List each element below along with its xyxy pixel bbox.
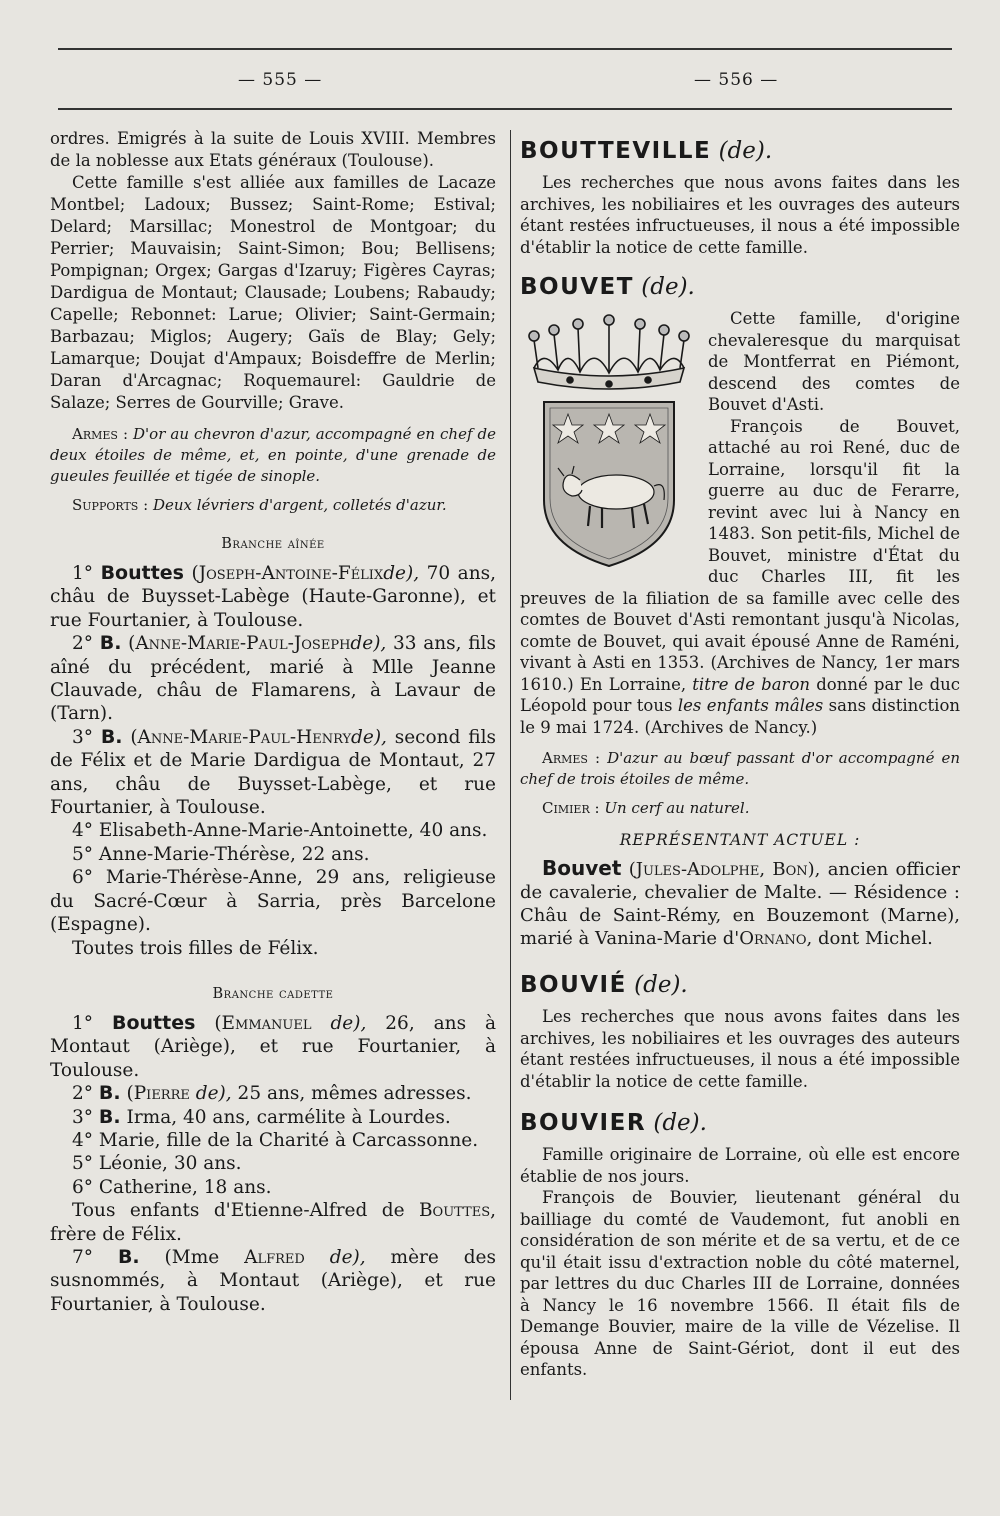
ainee-entry-3 — [50, 726, 496, 820]
entry-details: second fils de Félix et de Marie Dardigua de Montaut, 27 ans, châu de Buysset-Labège, et rue Fourtanier, à Toulouse. — [50, 726, 496, 819]
family-particle: (de). — [718, 138, 773, 164]
heading-bouvier — [520, 1110, 960, 1136]
note-text: Tous enfants d'Etienne-Alfred de — [72, 1200, 405, 1222]
entry-forenames: (Jules-Adolphe, Bon), — [628, 859, 821, 880]
entry-details: Irma, 40 ans, carmélite à Lourdes. — [126, 1106, 451, 1128]
ainee-entry-4: 4° Elisabeth-Anne-Marie-Antoinette, 40 ans. — [72, 820, 488, 842]
entry-details: ancien officier de cavalerie, chevalier de Malte. — Résidence : Châu de Saint-Rémy, en Bouzemont (Marne), marié à Vanina-Marie d' — [520, 859, 960, 949]
armes-label: Armes : — [72, 425, 129, 443]
bouvet-armes — [520, 748, 960, 790]
family-name: BOUTTEVILLE — [520, 138, 712, 164]
representant-heading: REPRÉSENTANT ACTUEL : — [619, 831, 861, 849]
entry-name: Bouvet — [542, 856, 622, 880]
entry-name: B. — [117, 1245, 140, 1268]
bouvier-origin: Famille originaire de Lorraine, où elle est encore établie de nos jours. — [520, 1145, 960, 1186]
family-name: BOUVIÉ — [520, 972, 627, 998]
armes-text: D'azur au bœuf passant d'or accompagné en chef de trois étoiles de même. — [520, 749, 960, 788]
ainee-entry-6: 6° Marie-Thérèse-Anne, 29 ans, religieuse du Sacré-Cœur à Sarria, près Barcelone (Espagne). — [50, 867, 496, 936]
family-particle: (de). — [634, 972, 688, 998]
entry-forenames: (Emmanuel — [214, 1012, 312, 1034]
ainee-entry-2 — [50, 632, 496, 726]
entry-particle: de), — [195, 1083, 232, 1105]
entry-forenames: (Joseph-Antoine-Félix — [191, 563, 384, 584]
page-number-left: — 555 — — [238, 70, 323, 90]
cadette-entry-2 — [50, 1082, 496, 1105]
entry-forenames: (Anne-Marie-Paul-Joseph — [128, 633, 351, 655]
bouvet-coat-of-arms — [520, 310, 698, 572]
entry-details: 70 ans, châu de Buysset-Labège (Haute-Garonne), et rue Fourtanier, à Toulouse. — [50, 563, 496, 631]
entry-number: 1° — [72, 563, 94, 584]
entry-forenames: Alfred — [244, 1246, 305, 1268]
entry-name: Bouttes — [100, 562, 184, 584]
entry-name: B. — [100, 725, 123, 748]
entry-name: B. — [98, 1105, 121, 1128]
supports-text: Deux lévriers d'argent, colletés d'azur. — [152, 496, 447, 514]
cadette-entry-4: 4° Marie, fille de la Charité à Carcassonne. — [72, 1129, 479, 1151]
bouvet-history-text-3: sans distinction le 9 mai 1724. (Archives de Nancy.) — [520, 696, 960, 737]
supports-label: Supports : — [72, 496, 149, 514]
entry-particle: de), — [350, 633, 387, 655]
cadette-note — [50, 1199, 496, 1246]
left-supports — [50, 495, 496, 516]
branche-ainee-heading: Branche aînée — [221, 536, 325, 552]
cadette-entry-6: 6° Catherine, 18 ans. — [72, 1176, 272, 1198]
entry-name: B. — [98, 1082, 121, 1105]
bouvet-history-text: François de Bouvet, attaché au roi René, duc de Lorraine, lorsqu'il fit la guerre au duc de Ferarre, revint avec lui à Nancy en 1483. Son petit-fils, Michel de Bouvet, ministre d'État du duc Charles III, fit les preuves de la filiation de sa famille avec celle des comtes de Bouvet d'Asti remontant jusqu'à Nicolas, comte de Bouvet, qui avait épousé Anne de Raméni, vivant à Asti en 1353. (Archives de Nancy, 1er mars 1610.) En Lorraine, — [520, 416, 960, 694]
left-column — [50, 128, 496, 1408]
armes-text: D'or au chevron d'azur, accompagné en chef de deux étoiles de même, et, en pointe, d'une grenade de gueules feuillée et tigée de sinople. — [50, 425, 496, 485]
entry-number: 1° — [72, 1012, 94, 1034]
heading-bouvet — [520, 274, 960, 300]
armes-label: Armes : — [542, 749, 601, 767]
cadette-entry-7 — [50, 1246, 496, 1316]
top-rule — [58, 48, 952, 50]
entry-particle: de), — [330, 1012, 367, 1034]
entry-particle: de), — [383, 563, 420, 584]
family-name: BOUVET — [520, 274, 634, 300]
note-surname: Bouttes, — [418, 1200, 496, 1222]
entry-forenames: (Anne-Marie-Paul-Henry — [130, 726, 352, 748]
bouvet-title-baron: titre de baron — [692, 674, 811, 694]
cimier-label: Cimier : — [542, 799, 600, 817]
cadette-entry-1 — [50, 1012, 496, 1082]
bouvet-representant — [520, 857, 960, 950]
bouvier-history: François de Bouvier, lieutenant général du bailliage du comté de Vaudemont, fut anobli en considération de son mérite et de sa vertu, et de ce qu'il était issu d'extraction noble du côté maternel, par lettres du duc Charles III de Lorraine, données à Nancy le 16 novembre 1566. Il était fils de Demange Bouvier, maire de la ville de Vézelise. Il épousa Anne de Saint-Gériot, dont il eut des enfants. — [520, 1188, 960, 1379]
entry-name: B. — [99, 632, 122, 655]
bouvet-enfants-males: les enfants mâles — [677, 696, 824, 715]
entry-particle: de), — [329, 1246, 366, 1268]
entry-number: 3° — [72, 726, 94, 748]
note-text-end: frère de Félix. — [50, 1223, 182, 1245]
bouvet-history-text-2: donné par le duc Léopold pour tous — [520, 674, 960, 715]
cadette-entry-5: 5° Léonie, 30 ans. — [72, 1153, 242, 1175]
ainee-entry-1 — [50, 562, 496, 632]
entry-details-end: dont Michel. — [818, 928, 933, 949]
entry-number: 3° — [72, 1106, 94, 1128]
right-column — [520, 128, 960, 1418]
entry-forenames: (Pierre — [126, 1083, 190, 1105]
bouvie-text: Les recherches que nous avons faites dans les archives, les nobiliaires et les ouvrages des auteurs étant restées infructueuses, il nous a été impossible d'établir la notice de cette famille. — [520, 1007, 960, 1091]
bouvet-cimier — [520, 798, 960, 819]
entry-details: 25 ans, mêmes adresses. — [237, 1083, 472, 1105]
page-number-right: — 556 — — [694, 70, 779, 90]
crown-icon — [529, 315, 689, 389]
cadette-entry-3 — [50, 1106, 496, 1129]
entry-details: mère des susnommés, à Montaut (Ariège), et rue Fourtanier, à Toulouse. — [50, 1246, 496, 1315]
entry-number: 2° — [72, 1083, 94, 1105]
entry-details: 26, ans à Montaut (Ariège), et rue Fourtanier, à Toulouse. — [50, 1012, 496, 1081]
cimier-text: Un cerf au naturel. — [604, 799, 750, 817]
spouse-surname: Ornano, — [739, 928, 813, 949]
entry-name: Bouttes — [111, 1011, 196, 1034]
branche-cadette-heading: Branche cadette — [212, 985, 334, 1002]
entry-number: 2° — [72, 633, 94, 655]
entry-title: (Mme — [164, 1246, 220, 1268]
boutteville-text: Les recherches que nous avons faites dans les archives, les nobiliaires et les ouvrages des auteurs étant restées infructueuses, il nous a été impossible d'établir la notice de cette famille. — [520, 173, 960, 257]
family-name: BOUVIER — [520, 1110, 647, 1136]
left-para-ordres: ordres. Emigrés à la suite de Louis XVIII. Membres de la noblesse aux Etats généraux (Toulouse). — [50, 129, 496, 170]
ainee-note: Toutes trois filles de Félix. — [72, 937, 319, 959]
column-divider — [510, 130, 511, 1400]
family-particle: (de). — [641, 274, 695, 300]
left-armes — [50, 424, 496, 487]
ainee-entry-5: 5° Anne-Marie-Thérèse, 22 ans. — [72, 843, 370, 865]
heading-bouvie — [520, 972, 960, 998]
coat-of-arms-icon — [520, 310, 698, 572]
family-particle: (de). — [653, 1110, 707, 1136]
heading-boutteville — [520, 138, 960, 164]
bouvet-origin: Cette famille, d'origine chevaleresque du marquisat de Montferrat en Piémont, descend des comtes de Bouvet d'Asti. — [708, 309, 960, 414]
header-rule — [58, 108, 952, 110]
entry-details: 33 ans, fils aîné du précédent, marié à Mlle Jeanne Clauvade, châu de Flamarens, à Lavaur de (Tarn). — [50, 633, 496, 725]
entry-number: 7° — [72, 1246, 94, 1268]
left-para-alliances: Cette famille s'est alliée aux familles de Lacaze Montbel; Ladoux; Bussez; Saint-Rome; Estival; Delard; Marsillac; Monestrol de Montgoar; du Perrier; Mauvaisin; Saint-Simon; Bou; Bellisens; Pompignan; Orgex; Gargas d'Izaruy; Figères Cayras; Dardigua de Montaut; Clausade; Loubens; Rabaudy; Capelle; Rebonnet: Larue; Olivier; Saint-Germain; Barbazau; Miglos; Augery; Gaïs de Blay; Gely; Lamarque; Doujat d'Ampaux; Boisdeffre de Merlin; Daran d'Arcagnac; Roquemaurel: Gauldrie de Salaze; Serres de Gourville; Grave. — [50, 173, 496, 412]
entry-particle: de), — [351, 726, 387, 748]
